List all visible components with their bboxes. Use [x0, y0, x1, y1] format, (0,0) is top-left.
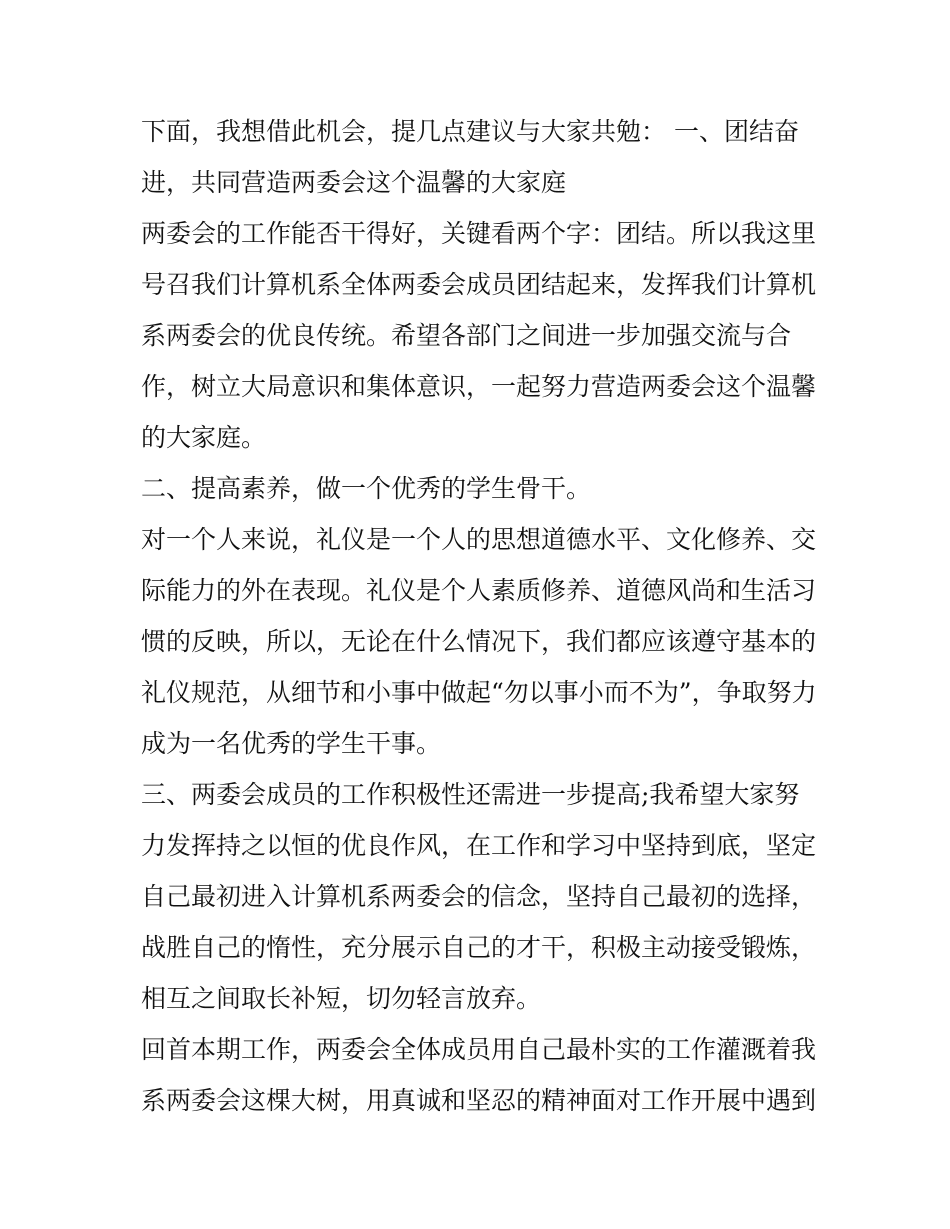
text-line: 礼仪规范，从细节和小事中做起“勿以事小而不为”，争取努力 — [141, 678, 817, 707]
text-line: 对一个人来说，礼仪是一个人的思想道德水平、文化修养、交 — [141, 525, 817, 554]
text-line: 相互之间取长补短，切勿轻言放弃。 — [141, 984, 542, 1013]
text-line: 际能力的外在表现。礼仪是个人素质修养、道德风尚和生活习 — [141, 576, 817, 605]
text-line: 回首本期工作，两委会全体成员用自己最朴实的工作灌溉着我 — [141, 1035, 817, 1064]
text-line: 作，树立大局意识和集体意识，一起努力营造两委会这个温馨 — [141, 372, 817, 401]
section-heading: 二、提高素养，做一个优秀的学生骨干。 — [141, 474, 592, 503]
text-line: 惯的反映，所以，无论在什么情况下，我们都应该遵守基本的 — [141, 627, 817, 656]
text-line: 两委会的工作能否干得好，关键看两个字：团结。所以我这里 — [141, 219, 817, 248]
document-body — [141, 106, 821, 1126]
text-line: 下面，我想借此机会，提几点建议与大家共勉： 一、团结奋 — [141, 117, 799, 146]
text-line: 系两委会的优良传统。希望各部门之间进一步加强交流与合 — [141, 321, 792, 350]
text-line: 号召我们计算机系全体两委会成员团结起来，发挥我们计算机 — [141, 270, 817, 299]
section-heading: 三、两委会成员的工作积极性还需进一步提高;我希望大家努 — [141, 780, 800, 809]
text-line: 系两委会这棵大树，用真诚和坚忍的精神面对工作开展中遇到 — [141, 1086, 817, 1115]
text-line: 战胜自己的惰性，充分展示自己的才干，积极主动接受锻炼， — [141, 933, 817, 962]
text-line: 力发挥持之以恒的优良作风，在工作和学习中坚持到底，坚定 — [141, 831, 817, 860]
text-line: 的大家庭。 — [141, 423, 267, 452]
text-line: 自己最初进入计算机系两委会的信念，坚持自己最初的选择， — [141, 882, 817, 911]
text-line: 成为一名优秀的学生干事。 — [141, 729, 442, 758]
text-line: 进，共同营造两委会这个温馨的大家庭 — [141, 168, 567, 197]
